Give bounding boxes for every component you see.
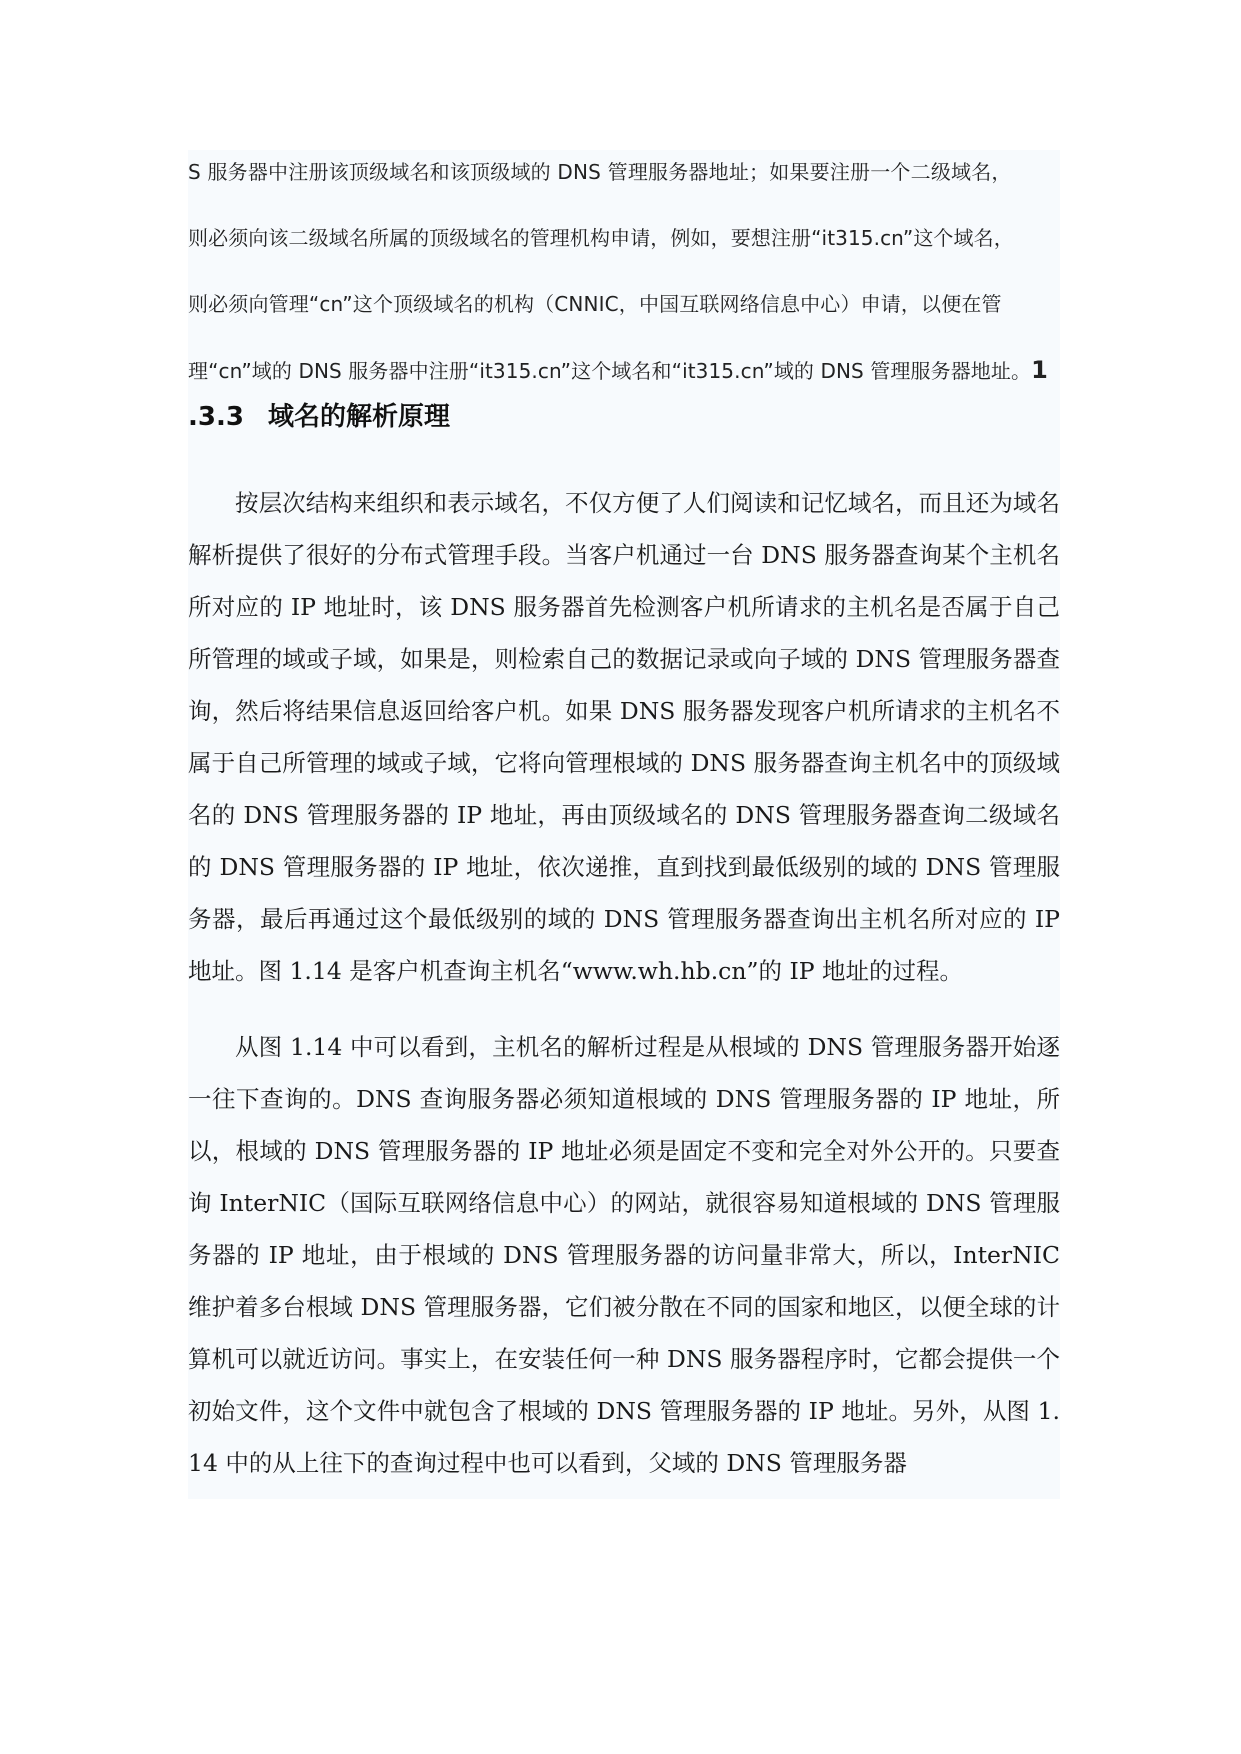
document-page — [188, 150, 1060, 1499]
paragraph-1: 按层次结构来组织和表示域名，不仅方便了人们阅读和记忆域名，而且还为域名解析提供了很好的分布式管理手段。当客户机通过一台 DNS 服务器查询某个主机名所对应的 IP 地址时，该 DNS 服务器首先检测客户机所请求的主机名是否属于自己所管理的域或子域，如果是，则检索自己的数据记录或向子域的 DNS 管理服务器查询，然后将结果信息返回给客户机。如果 DNS 服务器发现客户机所请求的主机名不属于自己所管理的域或子域，它将向管理根域的 DNS 服务器查询主机名中的顶级域名的 DNS 管理服务器的 IP 地址，再由顶级域名的 DNS 管理服务器查询二级域名的 DNS 管理服务器的 IP 地址，依次递推，直到找到最低级别的域的 DNS 管理服务器，最后再通过这个最低级别的域的 DNS 管理服务器查询出主机名所对应的 IP 地址。图 1.14 是客户机查询主机名“www.wh.hb.cn”的 IP 地址的过程。 — [188, 489, 1060, 985]
intro-line-4-text: 理“cn”域的 DNS 服务器中注册“it315.cn”这个域名和“it315.cn”域的 DNS 管理服务器地址。 — [188, 359, 1032, 383]
section-number: .3.3 — [188, 402, 244, 432]
section-title: 域名的解析原理 — [267, 402, 450, 432]
paragraph-2: 从图 1.14 中可以看到，主机名的解析过程是从根域的 DNS 管理服务器开始逐一往下查询的。DNS 查询服务器必须知道根域的 DNS 管理服务器的 IP 地址，所以，根域的 DNS 管理服务器的 IP 地址必须是固定不变和完全对外公开的。只要查询 InterNIC（国际互联网络信息中心）的网站，就很容易知道根域的 DNS 管理服务器的 IP 地址，由于根域的 DNS 管理服务器的访问量非常大，所以，InterNIC 维护着多台根域 DNS 管理服务器，它们被分散在不同的国家和地区，以便全球的计算机可以就近访问。事实上，在安装任何一种 DNS 服务器程序时，它都会提供一个初始文件，这个文件中就包含了根域的 DNS 管理服务器的 IP 地址。另外，从图 1.14 中的从上往下的查询过程中也可以看到，父域的 DNS 管理服务器 — [188, 1033, 1060, 1477]
intro-line-2: 则必须向该二级域名所属的顶级域名的管理机构申请，例如，要想注册“it315.cn”这个域名， — [188, 226, 1014, 250]
intro-trailing-number: 1 — [1031, 356, 1048, 384]
section-heading — [188, 397, 1060, 437]
intro-line-3: 则必须向管理“cn”这个顶级域名的机构（CNNIC，中国互联网络信息中心）申请，以便在管 — [188, 292, 1002, 316]
intro-line-4 — [188, 354, 1060, 387]
intro-block — [188, 156, 1060, 387]
intro-line-1: S 服务器中注册该顶级域名和该顶级域的 DNS 管理服务器地址；如果要注册一个二级域名， — [188, 160, 1012, 184]
